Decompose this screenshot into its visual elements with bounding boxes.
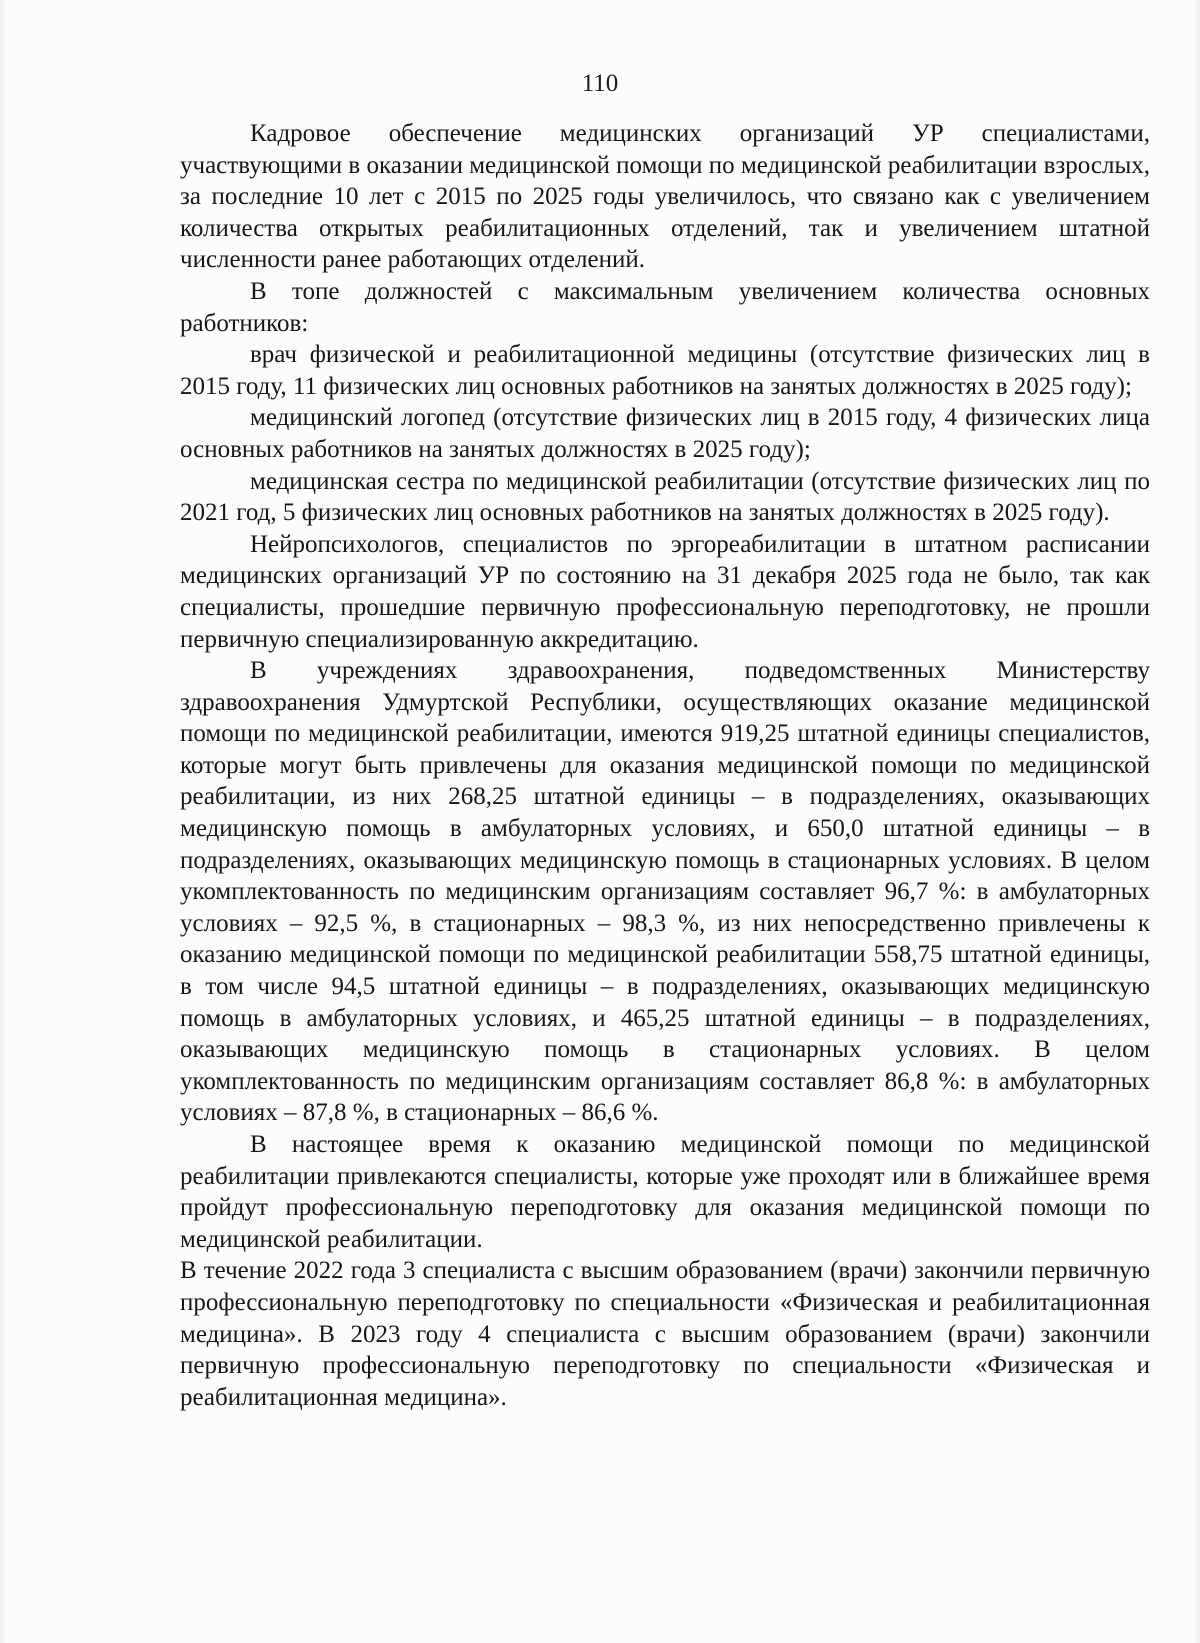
paragraph-staff-units: В учреждениях здравоохранения, подведомственных Министерству здравоохранения Удмуртской Республики, осуществляющих оказание медицинской помощи по медицинской реабилитации, имеются 919,25 штатной единицы специалистов, которые могут быть привлечены для оказания медицинской помощи по медицинской реабилитации, из них 268,25 штатной единицы – в подразделениях, оказывающих медицинскую помощь в амбулаторных условиях, и 650,0 штатной единицы – в подразделениях, оказывающих медицинскую помощь в стационарных условиях. В целом укомплектованность по медицинским организациям составляет 96,7 %: в амбулаторных условиях – 92,5 %, в стационарных – 98,3 %, из них непосредственно привлечены к оказанию медицинской помощи по медицинской реабилитации 558,75 штатной единицы, в том числе 94,5 штатной единицы – в подразделениях, оказывающих медицинскую помощь в амбулаторных условиях, и 465,25 штатной единицы – в подразделениях, оказывающих медицинскую помощь в стационарных условиях. В целом укомплектованность по медицинским организациям составляет 86,8 %: в амбулаторных условиях – 87,8 %, в стационарных – 86,6 %. bbox=[180, 657, 1150, 1127]
paragraph-neuropsychologists: Нейропсихологов, специалистов по эргореабилитации в штатном расписании медицинских организаций УР по состоянию на 31 декабря 2025 года не было, так как специалисты, прошедшие первичную профессиональную переподготовку, не прошли первичную специализированную аккредитацию. bbox=[180, 530, 1150, 653]
paragraph-staffing-intro: Кадровое обеспечение медицинских организаций УР специалистами, участвующими в оказании медицинской помощи по медицинской реабилитации взрослых, за последние 10 лет с 2015 по 2025 годы увеличилось, что связано как с увеличением количества открытых реабилитационных отделений, так и увеличением штатной численности ранее работающих отделений. bbox=[180, 120, 1150, 274]
paragraph-top-positions: В топе должностей с максимальным увеличением количества основных работников: bbox=[180, 277, 1150, 337]
list-item-physician: врач физической и реабилитационной медицины (отсутствие физических лиц в 2015 году, 11 физических лиц основных работников на занятых должностях в 2025 году); bbox=[180, 341, 1150, 400]
page-number: 110 bbox=[581, 70, 619, 97]
scan-edge-right bbox=[1194, 0, 1200, 1643]
document-body bbox=[180, 118, 1150, 1413]
paragraph-retraining: В течение 2022 года 3 специалиста с высшим образованием (врачи) закончили первичную профессиональную переподготовку по специальности «Физическая и реабилитационная медицина». В 2023 году 4 специалиста с высшим образованием (врачи) закончили первичную профессиональную переподготовку по специальности «Физическая и реабилитационная медицина». bbox=[180, 1257, 1150, 1411]
list-item-nurse: медицинская сестра по медицинской реабилитации (отсутствие физических лиц по 2021 год, 5 физических лиц основных работников на занятых должностях в 2025 году). bbox=[180, 467, 1150, 527]
list-item-speech-therapist: медицинский логопед (отсутствие физических лиц в 2015 году, 4 физических лица основных работников на занятых должностях в 2025 году); bbox=[180, 404, 1150, 463]
scan-edge-left bbox=[0, 0, 6, 1643]
paragraph-current-specialists: В настоящее время к оказанию медицинской помощи по медицинской реабилитации привлекаются специалисты, которые уже проходят или в ближайшее время пройдут профессиональную переподготовку для оказания медицинской помощи по медицинской реабилитации. bbox=[180, 1131, 1150, 1253]
